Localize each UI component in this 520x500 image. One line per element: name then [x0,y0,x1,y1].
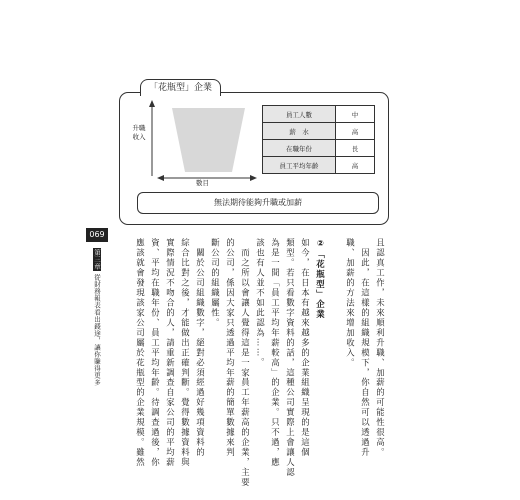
page-number: 069 [86,228,108,242]
attr-label: 員工平均年齡 [263,157,336,174]
text-column: 應該就會發現該家公司屬於花瓶型的企業規模。雖然 [135,238,146,468]
y-axis-arrowhead [149,100,155,107]
attr-value: 高 [336,157,375,174]
y-axis-label: 升職收入 [132,124,146,141]
text-column: 職、加薪的方法來增加收入。 [345,238,356,368]
text-column: 且認真工作，未來順利升職、加薪的可能性很高。 [375,238,386,458]
section-heading: ②「花瓶型」企業 [315,238,326,320]
conclusion-banner: 無法期待能夠升職或加薪 [137,192,379,214]
text-column: 資、平均在職年份、員工平均年齡。待調查過後，你 [150,238,161,468]
text-column: 關於公司組織數字，絕對必須經過好幾項資料的 [195,238,206,458]
attr-label: 薪 水 [263,123,336,140]
table-row [263,140,375,157]
text-column: 斷公司的組織屬性。 [210,238,221,328]
text-column: 的公司，係因大家只透過平均年薪的簡單數據來判 [225,238,236,458]
attr-label: 在職年份 [263,140,336,157]
text-column: 綜合比對之後，才能做出正確判斷。覺得數據資料與 [180,238,191,468]
diagram-title: 「花瓶型」企業 [140,79,221,96]
table-row [263,106,375,123]
text-column: 為是一間「員工平均年薪較高」的企業。只不過，應 [270,238,281,468]
x-axis-label: 數目 [196,179,209,187]
attr-value: 中 [336,106,375,123]
attr-label: 員工人數 [263,106,336,123]
table-row [263,157,375,174]
x-axis-arrowhead-left [157,175,164,181]
text-column: 因此，在這樣的組織規模下，你自然可以透過升 [360,238,371,458]
text-column: 而之所以會讓人覺得這是一家員工年薪高的企業，主要 [240,238,251,488]
attribute-table [262,105,375,174]
table-row [263,123,375,140]
text-column: 如今，在日本有越來越多的企業組織呈現的是這個 [300,238,311,458]
attr-value: 高 [336,123,375,140]
vase-shape [172,108,245,172]
x-axis-arrowhead-right [250,175,257,181]
chapter-number: 第三章 [93,249,101,270]
chapter-heading [93,248,101,386]
text-column: 實際情況不吻合的人，請重新調查自家公司的平均薪 [165,238,176,468]
attr-value: 長 [336,140,375,157]
text-column: 該也有人並不如此認為……。 [255,238,266,368]
text-column: 類型。若只看數字資料的話，這種公司實際上會讓人認 [285,238,296,478]
chapter-title: 從財務報表看出錢途，讓你賺得更多 [93,273,101,386]
